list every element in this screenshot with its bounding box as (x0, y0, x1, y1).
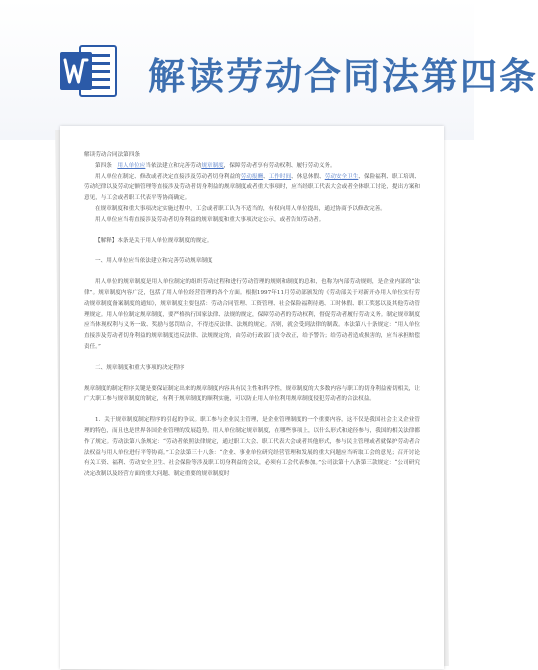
p2-text-4: 、保险福利、职工培训、劳动纪律以及劳动定额管理等直接涉及劳动者切身利益的规章制度或者重大事项时，应当经职工代表大会或者全体职工讨论，提出方案和意见，与工会或者职工代表平等协商确定。 (84, 173, 420, 202)
article-text-2: ，保障劳动者享有劳动权利、履行劳动义务。 (223, 162, 336, 169)
section-2-title: 二、规章制度和重大事项的决定程序 (95, 364, 185, 371)
link-working-hours[interactable]: 工作时间 (268, 173, 292, 180)
article-paragraph-3: 在规章制度和重大事项决定实施过程中，工会或者职工认为不适当的，有权向用人单位提出，通过协商予以修改完善。 (95, 205, 386, 212)
link-rules[interactable]: 规章制度 (201, 162, 224, 169)
article-text-1: 当依法建立和完善劳动 (145, 162, 202, 169)
page-title: 解读劳动合同法第四条 (148, 55, 538, 98)
document-body (84, 150, 420, 480)
article-paragraph (84, 161, 420, 172)
section-2-paragraph-1: 规章制度的制定程序关键是要保证制定出来的规章制度内容具有民主性和科学性，规章制度的大多数内容与职工的切身利益密切相关，让广大职工参与规章制度的制定，有利于规章制度的顺利实施，可以防止用人单位利用规章制度侵犯劳动者的合法权益。 (84, 385, 420, 403)
document-heading: 解读劳动合同法第四条 (84, 152, 140, 158)
section-1-paragraph: 用人单位的规章制度是用人单位制定的组织劳动过程和进行劳动管理的规则和制度的总和，也称为内部劳动规则，是企业内部的“法律”。规章制度内容广泛，包括了用人单位经营管理的各个方面。根据1997年11月劳动部颁发的《劳动部关于对新开办用人单位实行劳动规章制度备案制度的通知》，规章制度主要包括：劳动合同管理、工资管理、社会保险福利待遇、工时休假、职工奖惩以及其他劳动管理规定。用人单位制定规章制度，要严格执行国家法律、法规的规定，保障劳动者的劳动权利，督促劳动者履行劳动义务。制定规章制度应当体现权利与义务一致、奖励与惩罚结合，不得违反法律、法规的规定。否则，就会受到法律的制裁。本法第八十条规定：“用人单位直接涉及劳动者切身利益的规章制度违反法律、法规规定的，由劳动行政部门责令改正，给予警告；给劳动者造成损害的，应当承担赔偿责任。” (84, 279, 420, 350)
section-1-title: 一、用人单位应当依法建立和完善劳动规章制度 (95, 258, 213, 265)
explanation-line: 【解释】本条是关于用人单位规章制度的规定。 (95, 237, 213, 244)
document-page (60, 126, 444, 669)
word-icon (58, 40, 120, 102)
link-remuneration[interactable]: 劳动报酬 (240, 173, 264, 180)
section-2-paragraph-2: 1．关于规章制度制定程序的引起的争议。职工参与企业民主管理，是企业管理制度的一个重要内容，这不仅是我国社会主义企业管理的特色，而且也是世界各国企业管理的发展趋势。用人单位制定规章制度，在哪些事项上，以什么形式和途径参与，我国的相关法律都作了规定。劳动法第八条规定：“劳动者依照法律规定，通过职工大会、职工代表大会或者其他形式，参与民主管理或者就保护劳动者合法权益与用人单位进行平等协商。”工会法第三十八条：“企业、事业单位研究经营管理和发展的重大问题应当听取工会的意见；召开讨论有关工资、福利、劳动安全卫生、社会保险等涉及职工切身利益的会议，必须有工会代表参加。”公司法第十八条第三款规定：“公司研究决定改制以及经营方面的重大问题、制定重要的规章制度时 (84, 417, 420, 478)
link-employer[interactable]: 用人单位应 (117, 162, 146, 169)
article-paragraph-4: 用人单位应当将直接涉及劳动者切身利益的规章制度和重大事项决定公示，或者告知劳动者。 (95, 216, 325, 223)
p2-text-3: 、休息休假、 (291, 173, 325, 180)
article-lead: 第四条 (95, 162, 118, 169)
p2-text-1: 用人单位在制定、修改或者决定直接涉及劳动者切身利益的 (95, 173, 241, 180)
article-paragraph-2 (84, 172, 420, 204)
header-banner (0, 0, 538, 140)
link-safety-health[interactable]: 劳动安全卫生 (324, 173, 359, 180)
p2-text-2: 、 (263, 173, 269, 180)
